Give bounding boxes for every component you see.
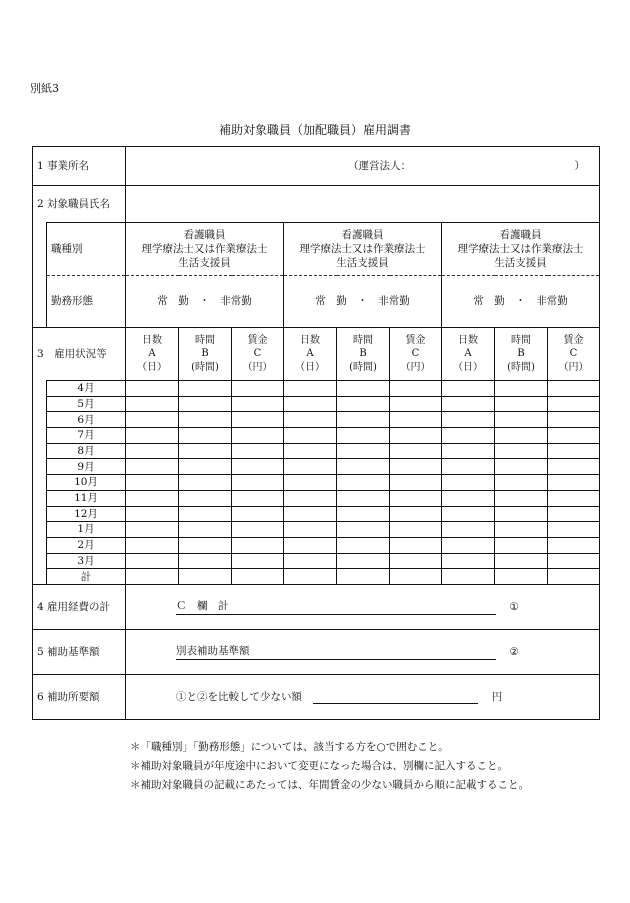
value-cell[interactable] [284, 381, 337, 397]
value-cell[interactable] [337, 396, 390, 412]
value-cell[interactable] [548, 381, 600, 397]
value-cell[interactable] [390, 475, 442, 491]
value-cell[interactable] [337, 428, 390, 444]
value-cell[interactable] [232, 553, 284, 569]
month-label: 6月 [47, 412, 126, 428]
corp-prefix: （運営法人： [348, 160, 411, 172]
value-cell[interactable] [126, 569, 179, 585]
hours-header-3: 時間 B (時間) [495, 328, 548, 381]
required-amount-line[interactable] [313, 691, 478, 704]
value-cell[interactable] [126, 443, 179, 459]
wage-header-3: 賃金 C （円） [548, 328, 600, 381]
value-cell[interactable] [126, 428, 179, 444]
value-cell[interactable] [179, 506, 232, 522]
value-cell[interactable] [179, 428, 232, 444]
value-cell[interactable] [390, 459, 442, 475]
attachment-label: 別紙3 [30, 82, 59, 95]
value-cell[interactable] [179, 569, 232, 585]
total-label: 計 [47, 569, 126, 585]
value-cell[interactable] [495, 522, 548, 538]
month-label: 3月 [47, 553, 126, 569]
value-cell[interactable] [495, 490, 548, 506]
value-cell[interactable] [232, 490, 284, 506]
value-cell[interactable] [284, 553, 337, 569]
section-3-label: 3 雇用状況等 [33, 328, 126, 381]
value-cell[interactable] [548, 412, 600, 428]
value-cell[interactable] [126, 490, 179, 506]
value-cell[interactable] [390, 428, 442, 444]
section-4-label: 4 雇用経費の計 [33, 584, 126, 629]
job-type-cell-3[interactable]: 看護職員 理学療法士又は作業療法士 生活支援員 [442, 223, 600, 276]
value-cell[interactable] [179, 412, 232, 428]
value-cell[interactable] [126, 459, 179, 475]
value-cell[interactable] [337, 381, 390, 397]
month-label: 2月 [47, 537, 126, 553]
value-cell[interactable] [179, 396, 232, 412]
days-header-3: 日数 A （日） [442, 328, 495, 381]
value-cell[interactable] [442, 553, 495, 569]
corp-suffix: ） [574, 160, 586, 172]
value-cell[interactable] [390, 396, 442, 412]
value-cell[interactable] [337, 569, 390, 585]
value-cell[interactable] [495, 396, 548, 412]
notes [130, 738, 529, 795]
work-type-cell-2[interactable]: 常 勤 ・ 非常勤 [284, 276, 442, 328]
value-cell[interactable] [337, 490, 390, 506]
value-cell[interactable] [442, 569, 495, 585]
value-cell[interactable] [548, 569, 600, 585]
total-row [33, 569, 600, 585]
value-cell[interactable] [126, 553, 179, 569]
yen-unit: 円 [491, 690, 503, 703]
value-cell[interactable] [179, 553, 232, 569]
subsidy-standard-field[interactable] [126, 629, 600, 674]
value-cell[interactable] [390, 537, 442, 553]
section-1-label: 1 事業所名 [33, 147, 126, 186]
value-cell[interactable] [442, 490, 495, 506]
section-6-row [33, 674, 600, 719]
month-row [33, 428, 600, 444]
wage-header-1: 賃金 C （円） [232, 328, 284, 381]
value-cell[interactable] [284, 490, 337, 506]
value-cell[interactable] [284, 443, 337, 459]
value-cell[interactable] [126, 537, 179, 553]
section-5-label: 5 補助基準額 [33, 629, 126, 674]
value-cell[interactable] [390, 412, 442, 428]
value-cell[interactable] [126, 522, 179, 538]
value-cell[interactable] [548, 428, 600, 444]
value-cell[interactable] [126, 475, 179, 491]
value-cell[interactable] [284, 412, 337, 428]
month-label: 7月 [47, 428, 126, 444]
month-row [33, 459, 600, 475]
value-cell[interactable] [442, 537, 495, 553]
value-cell[interactable] [284, 506, 337, 522]
value-cell[interactable] [232, 569, 284, 585]
value-cell[interactable] [179, 475, 232, 491]
value-cell[interactable] [284, 396, 337, 412]
value-cell[interactable] [495, 428, 548, 444]
value-cell[interactable] [284, 522, 337, 538]
value-cell[interactable] [284, 459, 337, 475]
job-type-cell-2[interactable]: 看護職員 理学療法士又は作業療法士 生活支援員 [284, 223, 442, 276]
month-label: 12月 [47, 506, 126, 522]
month-label: 8月 [47, 443, 126, 459]
value-cell[interactable] [337, 459, 390, 475]
value-cell[interactable] [548, 475, 600, 491]
hours-header-1: 時間 B (時間) [179, 328, 232, 381]
value-cell[interactable] [284, 537, 337, 553]
value-cell[interactable] [232, 475, 284, 491]
staff-name-field[interactable] [126, 186, 600, 223]
value-cell[interactable] [495, 412, 548, 428]
mark-1: ① [509, 601, 519, 614]
section-1-row [33, 147, 600, 186]
month-row [33, 537, 600, 553]
value-cell[interactable] [126, 396, 179, 412]
value-cell[interactable] [548, 506, 600, 522]
days-header-2: 日数 A （日） [284, 328, 337, 381]
value-cell[interactable] [548, 553, 600, 569]
month-label: 1月 [47, 522, 126, 538]
value-cell[interactable] [179, 537, 232, 553]
job-type-row [33, 223, 600, 276]
hours-header-2: 時間 B (時間) [337, 328, 390, 381]
value-cell[interactable] [442, 522, 495, 538]
month-label: 5月 [47, 396, 126, 412]
section-2-row [33, 186, 600, 223]
value-cell[interactable] [548, 443, 600, 459]
compare-text: ①と②を比較して少ない額 [176, 690, 302, 703]
work-type-cell-3[interactable]: 常 勤 ・ 非常勤 [442, 276, 600, 328]
section-3-header-row [33, 328, 600, 381]
wage-header-2: 賃金 C （円） [390, 328, 442, 381]
value-cell[interactable] [390, 381, 442, 397]
value-cell[interactable] [232, 443, 284, 459]
value-cell[interactable] [442, 475, 495, 491]
value-cell[interactable] [548, 396, 600, 412]
value-cell[interactable] [179, 381, 232, 397]
value-cell[interactable] [179, 490, 232, 506]
value-cell[interactable] [179, 522, 232, 538]
month-row [33, 381, 600, 397]
month-row [33, 412, 600, 428]
value-cell[interactable] [442, 381, 495, 397]
work-type-cell-1[interactable]: 常 勤 ・ 非常勤 [126, 276, 284, 328]
value-cell[interactable] [126, 381, 179, 397]
value-cell[interactable] [548, 490, 600, 506]
value-cell[interactable] [442, 443, 495, 459]
value-cell[interactable] [337, 537, 390, 553]
value-cell[interactable] [495, 569, 548, 585]
month-label: 10月 [47, 475, 126, 491]
job-type-cell-1[interactable]: 看護職員 理学療法士又は作業療法士 生活支援員 [126, 223, 284, 276]
value-cell[interactable] [442, 428, 495, 444]
month-row [33, 475, 600, 491]
month-row [33, 522, 600, 538]
month-row [33, 490, 600, 506]
value-cell[interactable] [232, 522, 284, 538]
value-cell[interactable] [126, 412, 179, 428]
work-type-label: 勤務形態 [47, 276, 126, 328]
job-type-label: 職種別 [47, 223, 126, 276]
value-cell[interactable] [179, 459, 232, 475]
section-5-row [33, 629, 600, 674]
days-header-1: 日数 A （日） [126, 328, 179, 381]
employment-cost-total-field[interactable] [126, 584, 600, 629]
note-2: ＊補助対象職員が年度途中において変更になった場合は、別欄に記入すること。 [130, 760, 508, 772]
value-cell[interactable] [442, 506, 495, 522]
required-subsidy-field[interactable] [126, 674, 600, 719]
value-cell[interactable] [337, 522, 390, 538]
value-cell[interactable] [337, 412, 390, 428]
value-cell[interactable] [495, 475, 548, 491]
value-cell[interactable] [442, 459, 495, 475]
month-row [33, 553, 600, 569]
section-2-label: 2 対象職員氏名 [33, 186, 126, 223]
c-column-total-text: Ｃ 欄 計 [176, 600, 229, 613]
value-cell[interactable] [284, 569, 337, 585]
value-cell[interactable] [337, 506, 390, 522]
month-label: 4月 [47, 381, 126, 397]
value-cell[interactable] [495, 537, 548, 553]
value-cell[interactable] [495, 459, 548, 475]
value-cell[interactable] [337, 475, 390, 491]
value-cell[interactable] [232, 506, 284, 522]
note-3: ＊補助対象職員の記載にあたっては、年間賃金の少ない職員から順に記載すること。 [130, 779, 529, 791]
value-cell[interactable] [495, 506, 548, 522]
employment-record-table [32, 146, 600, 720]
monthly-rows [33, 381, 600, 585]
value-cell[interactable] [232, 537, 284, 553]
page-title: 補助対象職員（加配職員）雇用調書 [218, 123, 411, 137]
value-cell[interactable] [179, 443, 232, 459]
month-row [33, 443, 600, 459]
month-label: 11月 [47, 490, 126, 506]
section-4-row [33, 584, 600, 629]
value-cell[interactable] [390, 569, 442, 585]
value-cell[interactable] [442, 396, 495, 412]
value-cell[interactable] [232, 381, 284, 397]
value-cell[interactable] [126, 506, 179, 522]
month-label: 9月 [47, 459, 126, 475]
value-cell[interactable] [442, 412, 495, 428]
value-cell[interactable] [337, 443, 390, 459]
note-1: ＊「職種別」「勤務形態」については、該当する方を○で囲むこと。 [130, 741, 449, 753]
value-cell[interactable] [390, 553, 442, 569]
value-cell[interactable] [495, 553, 548, 569]
value-cell[interactable] [390, 490, 442, 506]
section-6-label: 6 補助所要額 [33, 674, 126, 719]
value-cell[interactable] [390, 522, 442, 538]
month-row [33, 506, 600, 522]
month-row [33, 396, 600, 412]
value-cell[interactable] [337, 553, 390, 569]
value-cell[interactable] [495, 443, 548, 459]
value-cell[interactable] [390, 506, 442, 522]
work-type-row [33, 276, 600, 328]
value-cell[interactable] [284, 428, 337, 444]
value-cell[interactable] [232, 412, 284, 428]
value-cell[interactable] [548, 537, 600, 553]
value-cell[interactable] [548, 459, 600, 475]
value-cell[interactable] [232, 428, 284, 444]
value-cell[interactable] [284, 475, 337, 491]
value-cell[interactable] [232, 459, 284, 475]
office-name-field[interactable] [126, 147, 600, 186]
value-cell[interactable] [232, 396, 284, 412]
value-cell[interactable] [548, 522, 600, 538]
mark-2: ② [509, 646, 519, 659]
value-cell[interactable] [390, 443, 442, 459]
value-cell[interactable] [495, 381, 548, 397]
standard-amount-text: 別表補助基準額 [176, 645, 250, 658]
